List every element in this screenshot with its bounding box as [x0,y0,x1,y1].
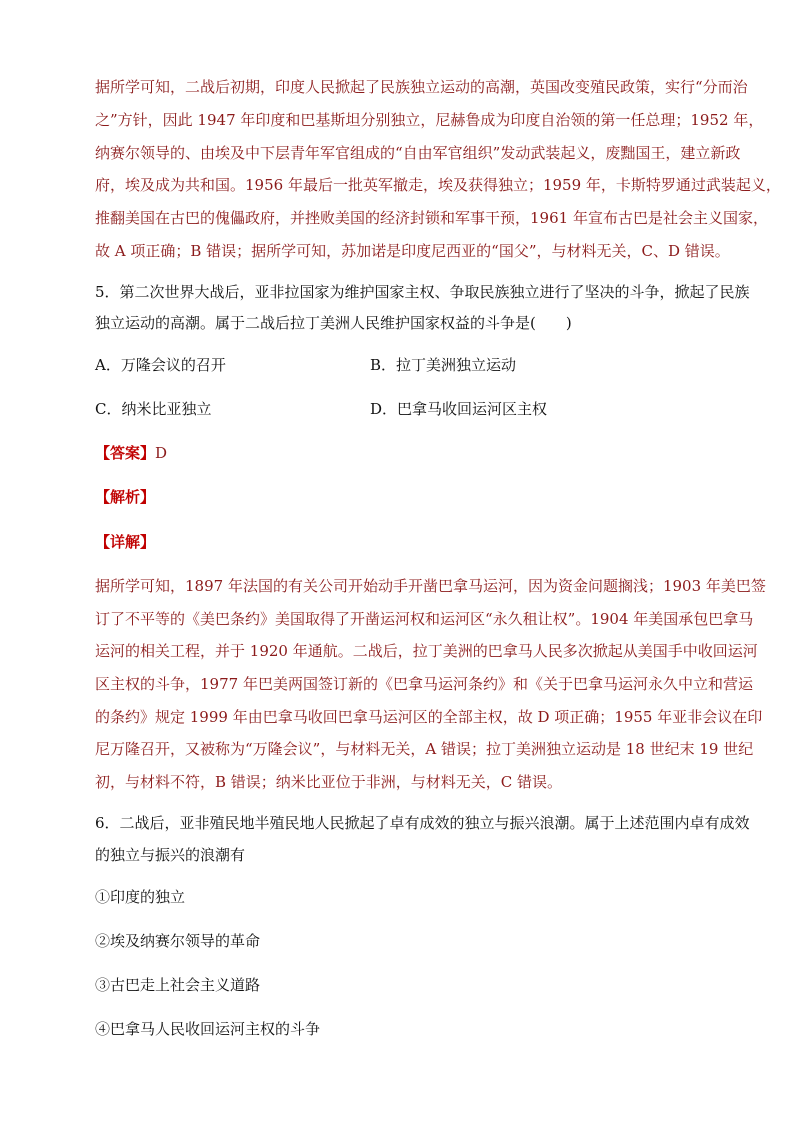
analysis-line: 之”方针，因此 1947 年印度和巴基斯坦分别独立，尼赫鲁成为印度自治领的第一任总理；1952 年， [95,111,764,129]
question-stem: 的独立与振兴的浪潮有 [95,846,246,864]
list-item: ①印度的独立 [95,888,186,906]
answer-row [95,443,167,463]
detail-tag: 【详解】 [95,533,156,551]
list-item: ②埃及纳赛尔领导的革命 [95,932,261,950]
analysis-tag: 【解析】 [95,488,156,506]
list-item: ④巴拿马人民收回运河主权的斗争 [95,1020,321,1038]
analysis-line: 据所学可知，二战后初期，印度人民掀起了民族独立运动的高潮，英国改变殖民政策，实行“分而治 [95,78,748,96]
list-item: ③古巴走上社会主义道路 [95,976,261,994]
analysis-line: 故 A 项正确；B 错误；据所学可知，苏加诺是印度尼西亚的“国父”，与材料无关，C、D 错误。 [95,242,730,260]
answer-tag: 【答案】 [95,444,156,462]
detail-line: 的条约》规定 1999 年由巴拿马收回巴拿马运河区的全部主权，故 D 项正确；1955 年亚非会议在印 [95,708,763,726]
detail-line: 初，与材料不符，B 错误；纳米比亚位于非洲，与材料无关，C 错误。 [95,773,563,791]
detail-line: 运河的相关工程，并于 1920 年通航。二战后，拉丁美洲的巴拿马人民多次掀起从美国手中收回运河 [95,642,758,660]
analysis-line: 纳赛尔领导的、由埃及中下层青年军官组成的“自由军官组织”发动武装起义，废黜国王，建立新政 [95,144,741,162]
answer-value: D [155,444,168,462]
question-stem: 5．第二次世界大战后，亚非拉国家为维护国家主权、争取民族独立进行了坚决的斗争，掀起了民族 [95,283,750,301]
detail-line: 尼万隆召开，又被称为“万隆会议”，与材料无关，A 错误；拉丁美洲独立运动是 18 世纪末 19 世纪 [95,740,754,758]
detail-line: 据所学可知，1897 年法国的有关公司开始动手开凿巴拿马运河，因为资金问题搁浅；1903 年美巴签 [95,577,766,595]
option-a: A．万隆会议的召开 [95,356,226,374]
analysis-line: 府，埃及成为共和国。1956 年最后一批英军撤走，埃及获得独立；1959 年，卡斯特罗通过武装起义， [95,176,781,194]
question-stem: 独立运动的高潮。属于二战后拉丁美洲人民维护国家权益的斗争是( ) [95,314,572,332]
detail-line: 订了不平等的《美巴条约》美国取得了开凿运河权和运河区“永久租让权”。1904 年美国承包巴拿马 [95,610,754,628]
question-stem: 6．二战后，亚非殖民地半殖民地人民掀起了卓有成效的独立与振兴浪潮。属于上述范围内卓有成效 [95,814,750,832]
option-d: D．巴拿马收回运河区主权 [370,400,548,418]
option-b: B．拉丁美洲独立运动 [370,356,517,374]
detail-line: 区主权的斗争，1977 年巴美两国签订新的《巴拿马运河条约》和《关于巴拿马运河永久中立和营运 [95,675,753,693]
option-c: C．纳米比亚独立 [95,400,212,418]
analysis-line: 推翻美国在古巴的傀儡政府，并挫败美国的经济封锁和军事干预，1961 年宣布古巴是社会主义国家， [95,209,768,227]
